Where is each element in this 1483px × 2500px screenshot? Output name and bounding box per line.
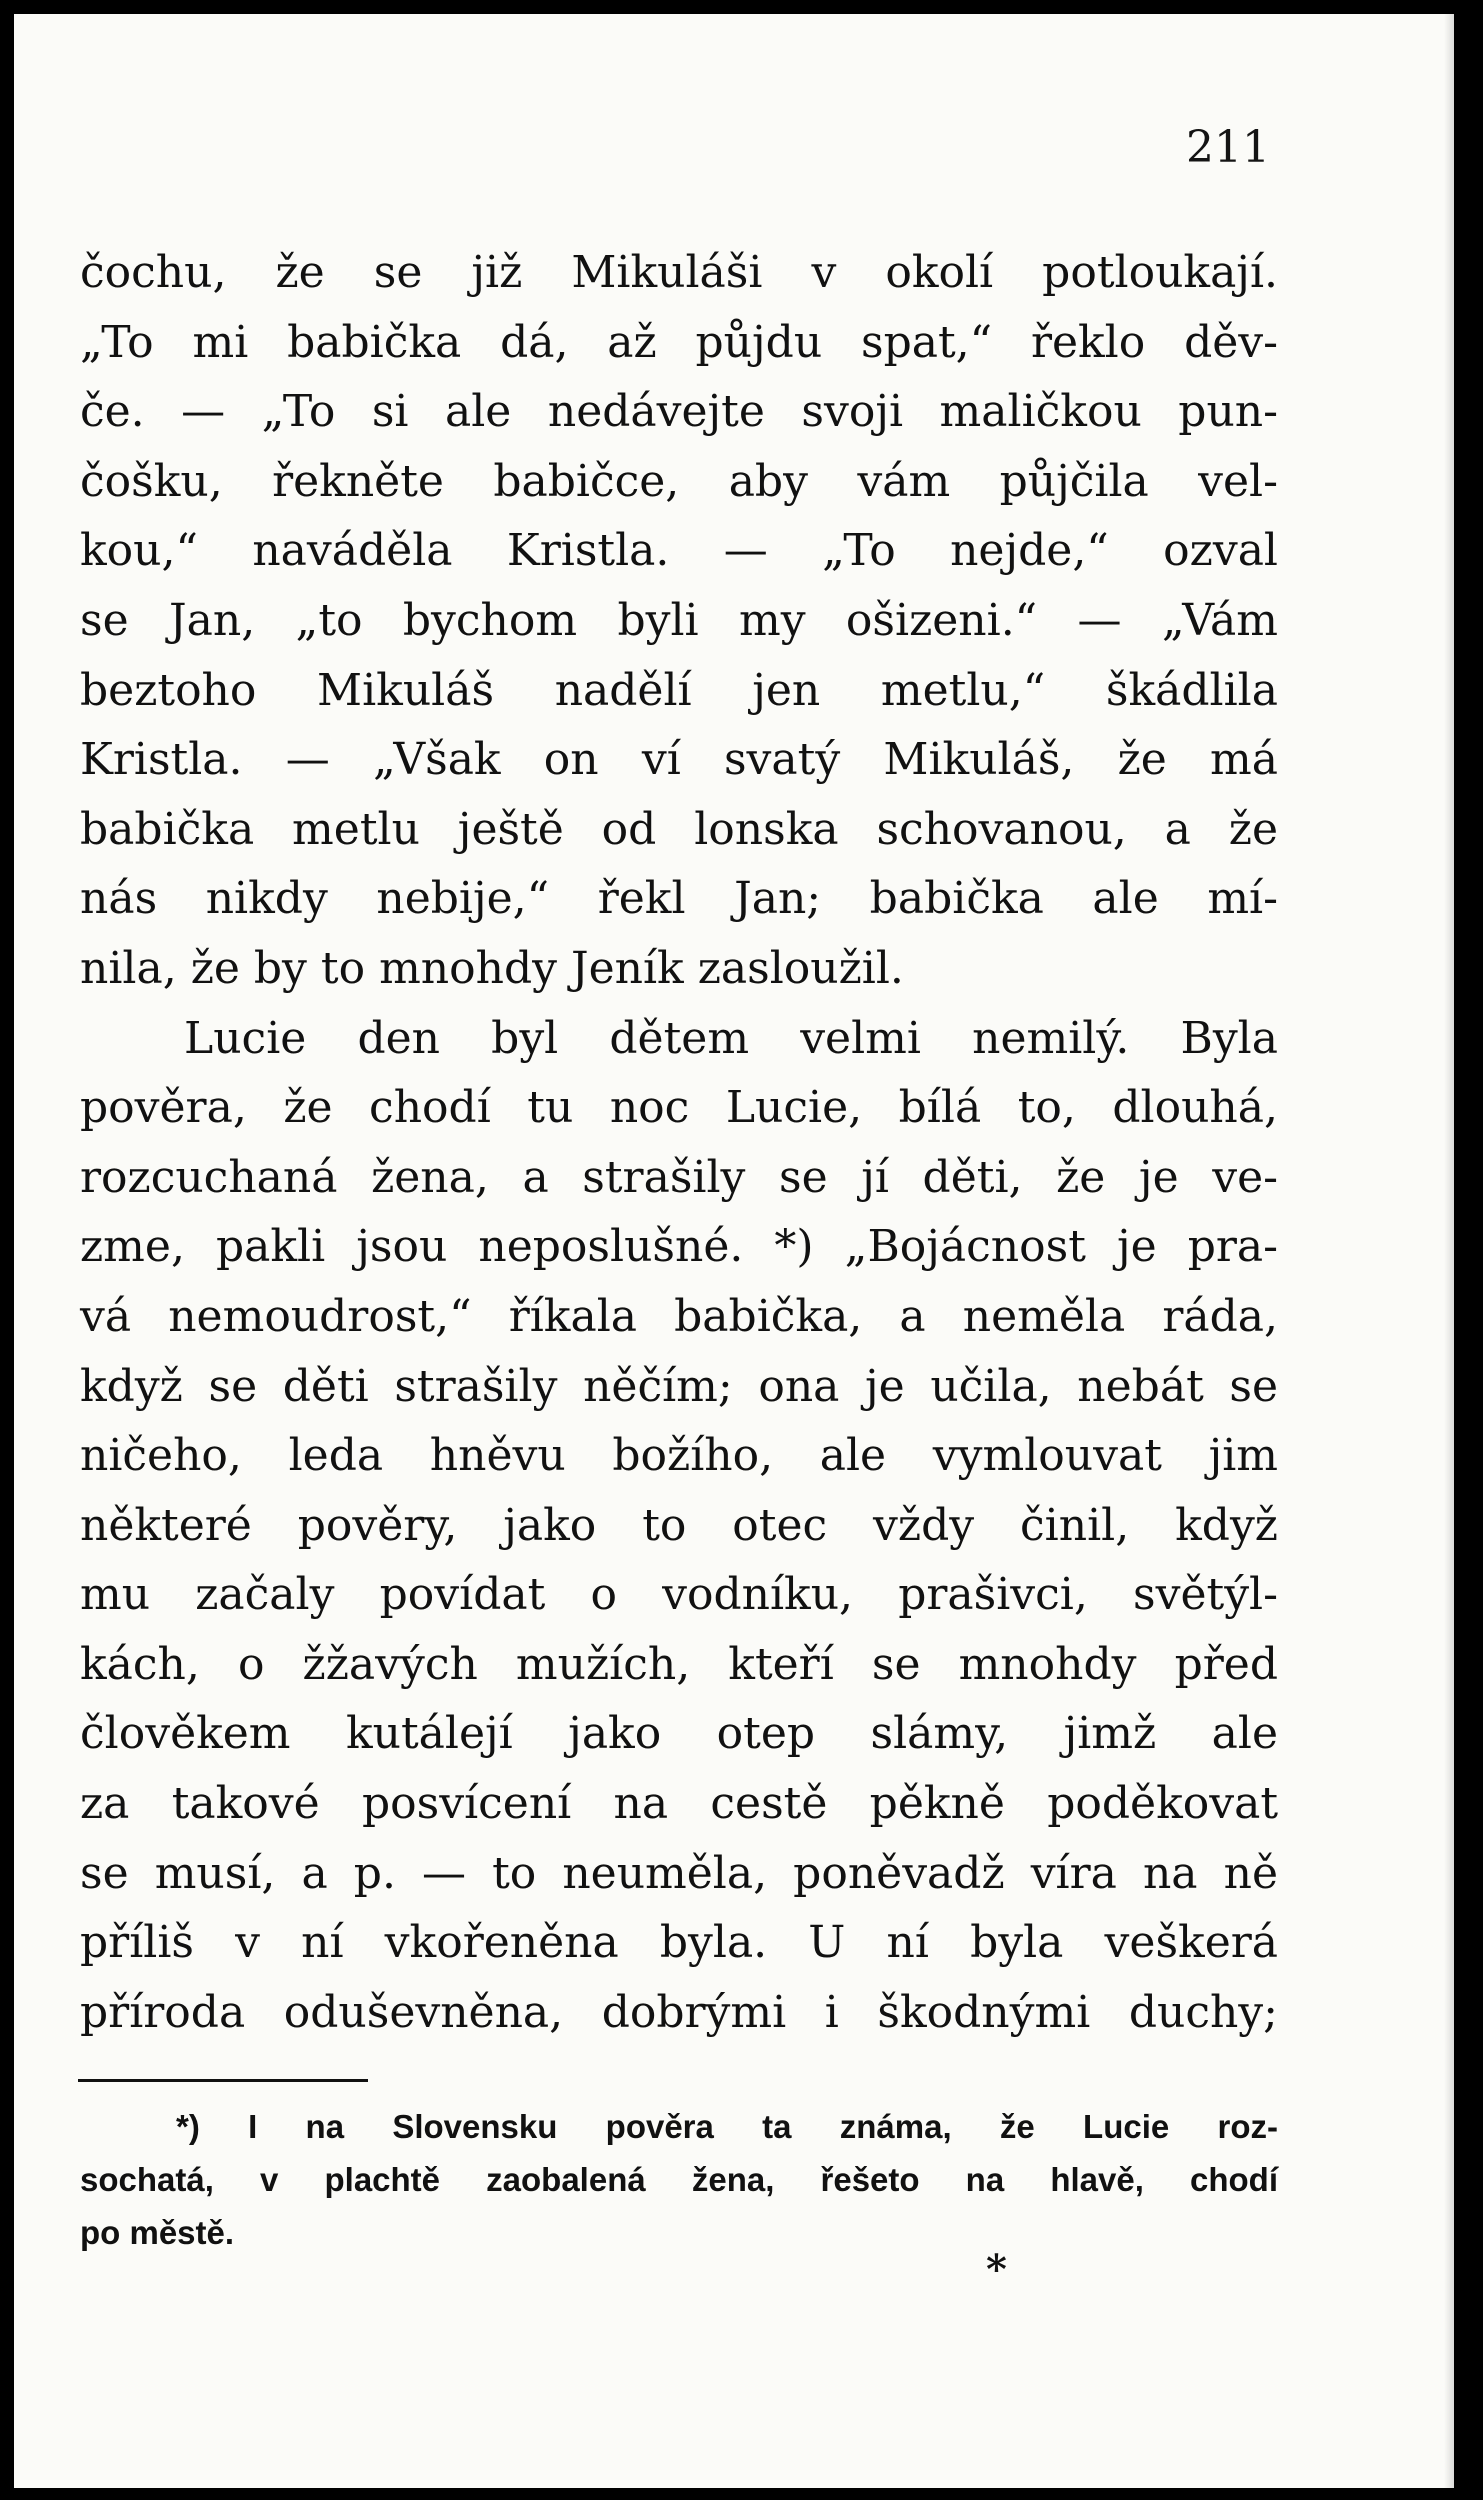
footnote-line: sochatá, v plachtě zaobalená žena, řešeto na hlavě, chodí xyxy=(80,2161,1278,2198)
text-line: mu začaly povídat o vodníku, prašivci, světýl- xyxy=(80,1569,1278,1621)
text-line: rozcuchaná žena, a strašily se jí děti, že je ve- xyxy=(80,1151,1278,1203)
footnote-divider xyxy=(78,2079,368,2082)
footnote xyxy=(80,2100,1278,2259)
text-line: se musí, a p. — to neuměla, poněvadž víra na ně xyxy=(80,1847,1278,1899)
text-line: příroda oduševněna, dobrými i škodnými duchy; xyxy=(80,1986,1278,2038)
text-line: čošku, řekněte babičce, aby vám půjčila vel- xyxy=(80,455,1278,507)
text-line: beztoho Mikuláš nadělí jen metlu,“ škádlila xyxy=(80,664,1278,716)
body-text xyxy=(80,238,1278,2047)
page-number: 211 xyxy=(1186,122,1270,173)
footnote-line: *) I na Slovensku pověra ta známa, že Lucie roz- xyxy=(176,2108,1278,2145)
text-line: kách, o žžavých mužích, kteří se mnohdy před xyxy=(80,1638,1278,1690)
text-line: babička metlu ještě od lonska schovanou, a že xyxy=(80,803,1278,855)
text-line: ničeho, leda hněvu božího, ale vymlouvat jim xyxy=(80,1430,1278,1482)
text-line: nás nikdy nebije,“ řekl Jan; babička ale mí- xyxy=(80,873,1278,925)
text-line: čochu, že se již Mikuláši v okolí potloukají. xyxy=(80,247,1278,298)
text-line: za takové posvícení na cestě pěkně poděkovat xyxy=(80,1778,1278,1830)
text-line: když se děti strašily něčím; ona je učila, nebát se xyxy=(80,1360,1278,1412)
book-page xyxy=(14,14,1454,2488)
text-line: pověra, že chodí tu noc Lucie, bílá to, dlouhá, xyxy=(80,1082,1278,1134)
text-line: člověkem kutálejí jako otep slámy, jimž ale xyxy=(80,1708,1278,1760)
bottom-asterisk-mark: * xyxy=(986,2246,1007,2293)
page-edge-shadow xyxy=(1444,14,1454,2488)
text-line: zme, pakli jsou neposlušné. *) „Bojácnost je pra- xyxy=(80,1221,1278,1273)
text-line: kou,“ naváděla Kristla. — „To nejde,“ ozval xyxy=(80,525,1278,577)
text-line: se Jan, „to bychom byli my ošizeni.“ — „Vám xyxy=(80,594,1278,646)
footnote-line: po městě. xyxy=(80,2214,235,2251)
text-line: některé pověry, jako to otec vždy činil, když xyxy=(80,1499,1278,1551)
text-line: če. — „To si ale nedávejte svoji maličkou pun- xyxy=(80,386,1278,438)
text-line: „To mi babička dá, až půjdu spat,“ řeklo děv- xyxy=(80,316,1278,368)
text-line: Kristla. — „Však on ví svatý Mikuláš, že má xyxy=(80,734,1278,786)
text-line: příliš v ní vkořeněna byla. U ní byla veškerá xyxy=(80,1917,1278,1969)
text-line: nila, že by to mnohdy Jeník zasloužil. xyxy=(80,942,904,994)
paragraph-start-line: Lucie den byl dětem velmi nemilý. Byla xyxy=(184,1012,1278,1064)
text-line: vá nemoudrost,“ říkala babička, a neměla ráda, xyxy=(80,1290,1278,1342)
